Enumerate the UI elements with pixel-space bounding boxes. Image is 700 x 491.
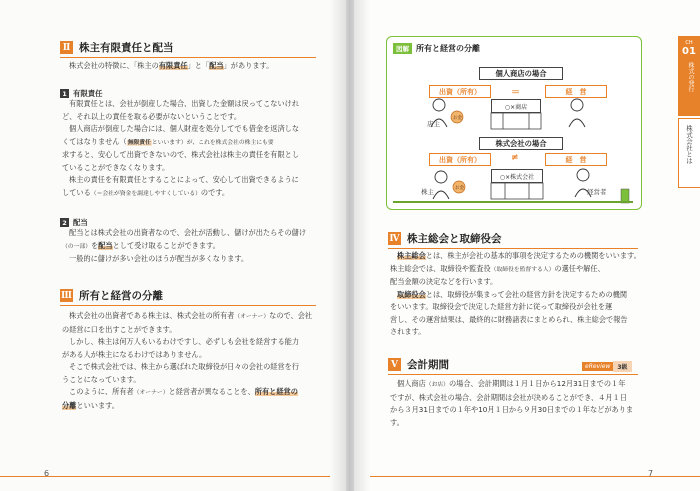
company-sign: ○×株式会社	[491, 169, 543, 183]
accounting-period-text: 個人商店（お店）の場合、会計期間は１月１日から12月31日までの１年 ですが、株式会社の場合、会計期間は会社が決めることができ、４月１日 から３月31日までの１年や10月１日から９月30日までの１年などがありま す。	[390, 379, 634, 427]
diagram-title: 所有と経営の分離	[416, 44, 480, 53]
diagram-illustration	[387, 37, 643, 211]
section-3-heading	[60, 288, 163, 303]
section-tab-label: 株式会社とは	[685, 125, 693, 164]
diagram-badge: 図解	[393, 43, 412, 54]
diagram-floor	[393, 201, 633, 203]
section-number: Ⅲ	[61, 290, 72, 301]
limited-liability-text: 有限責任とは、会社が倒産した場合、出資した金額は戻ってこないけれ ど、それ以上の責任を取る必要がないということです。 個人商店が倒産した場合には、個人財産を処分してでも借金を返済しな くてはなりません（無限責任といいます）が、これを株式会社の株主にも要 求すると、安心して出資できないので、株式会社は株主の責任を有限とし ていることができなくなります。 株主の責任を有限責任とすることによって、安心して出資できるように している（＝会社が資金を調達しやすくしている）のです。	[62, 99, 300, 197]
management-tag-2: 経 営	[545, 153, 607, 166]
chapter-label: CH	[685, 40, 693, 46]
term-limited-liability: 有限責任	[158, 61, 188, 70]
sub-number: 2	[60, 218, 69, 227]
shop-sign-1: ○×商店	[491, 99, 541, 113]
page-number-left: 6	[44, 469, 50, 478]
shareholder-person-icon	[433, 171, 449, 199]
manager-person-icon	[569, 99, 585, 127]
footer-rule-left	[0, 476, 330, 477]
section-title: 会計期間	[407, 359, 449, 371]
section-2-intro: 株式会社の特徴に、「株主の有限責任」と「配当」があります。	[69, 61, 274, 70]
equal-sign: ＝	[511, 88, 521, 98]
section-rule	[60, 57, 316, 58]
term-dividend-inline: 配当	[98, 240, 113, 250]
section-2-heading	[60, 40, 174, 55]
term-board-meeting: 取締役会	[397, 289, 426, 299]
shareholder-label: 株主	[421, 188, 434, 196]
page-number-right: 7	[648, 469, 654, 478]
corporation-box: 株式会社の場合	[479, 137, 563, 150]
company-icon	[491, 183, 543, 199]
sub-number: 1	[60, 89, 69, 98]
money-bag-icon	[451, 111, 463, 123]
review-label: eReview	[582, 362, 613, 371]
money-text: お金	[453, 116, 462, 121]
chapter-tab[interactable]	[678, 36, 700, 116]
separation-diagram	[386, 36, 642, 210]
money-text: お金	[455, 186, 464, 191]
sub-title: 配当	[73, 218, 88, 227]
sole-proprietor-box: 個人商店の場合	[479, 67, 563, 80]
section-rule	[60, 305, 316, 306]
meetings-text: 株主総会とは、株主が会社の基本的事項を決定するための機関をいいます。 株主総会では、取締役や監査役（取締役を監督する人）の選任や解任、 配当金額の決定などを行います。 取締役会とは、取締役が集まって会社の経営方針を決定するための機関 をいいます。取締役会で決定した経営方針に従って取締役が会社を運 営し、その運営結果は、最終的に財務諸表にまとめられ、株主総会で報告 されます。	[390, 251, 641, 336]
section-title: 所有と経営の分離	[79, 290, 163, 302]
manager-label: 経営者	[587, 188, 607, 196]
term-unlimited-liability: 無限責任	[127, 139, 151, 146]
section-5-heading	[388, 357, 449, 372]
not-equal-sign: ≠	[511, 153, 519, 163]
review-badge	[582, 361, 632, 372]
section-number: Ⅴ	[388, 358, 401, 371]
investment-tag-1: 出資（所有）	[429, 85, 491, 98]
investment-tag-2: 出資（所有）	[429, 153, 491, 166]
dividend-text: 配当とは株式会社の出資者なので、会社が活動し、儲けが出たらその儲け （の一部）を配当として受け取ることができます。 一般的に儲けが多い会社のほうが配当が多くなります。	[62, 228, 307, 263]
management-tag-1: 経 営	[545, 85, 607, 98]
chapter-title: 株式の発行	[687, 62, 694, 92]
section-number: Ⅳ	[389, 233, 400, 244]
section-title: 株主有限責任と配当	[79, 42, 174, 54]
section-number: Ⅱ	[60, 41, 73, 54]
owner-person-icon	[431, 99, 447, 127]
book-gutter	[330, 0, 370, 491]
owner-label-1: 店主	[427, 120, 440, 128]
term-shareholders-meeting: 株主総会	[397, 251, 426, 260]
term-dividend: 配当	[209, 61, 224, 70]
chapter-number: 01	[682, 46, 696, 57]
term-separation: 所有と経営の	[254, 387, 298, 396]
section-title: 株主総会と取締役会	[407, 233, 502, 245]
executive-person-icon	[575, 169, 591, 197]
review-level: 3級	[613, 361, 631, 372]
section-4-heading	[388, 231, 502, 246]
section-rule	[388, 374, 638, 375]
sub-title: 有限責任	[73, 89, 103, 98]
shop-icon	[491, 113, 541, 129]
section-rule	[388, 248, 638, 249]
separation-text: 株式会社の出資者である株主は、株式会社の所有者（オーナー）なので、会社 の経営に口を出すことができます。 しかし、株主は何万人もいるわけですし、必ずしも会社を経営する能力 がある人が株主になるわけではありません。 そこで株式会社では、株主から選ばれた取締役が日々の会社の経営を行 うことになっています。 このように、所有者（オーナー）と経営者が異なることを、所有と経営の 分離といいます。	[62, 311, 313, 410]
section-tab[interactable]	[678, 118, 700, 188]
money-bag-icon	[453, 181, 465, 193]
